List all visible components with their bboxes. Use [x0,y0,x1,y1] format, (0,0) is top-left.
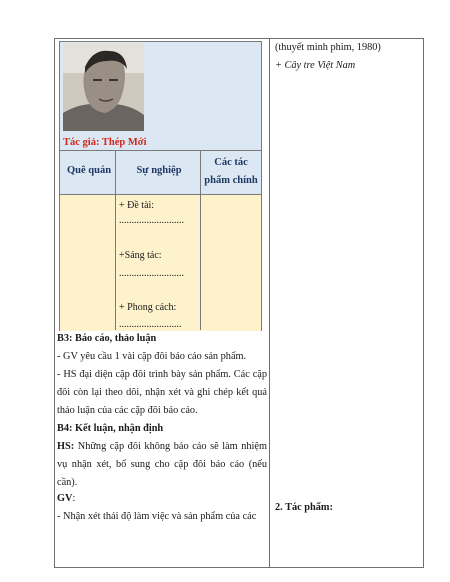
gv-line: - Nhận xét thái độ làm việc và sản phẩm của các [57,511,257,522]
b3-line2: - HS đại diện cặp đôi trình bày sản phẩm. Các cặp đôi còn lại theo dõi, nhận xét và ghi chép kết quả thảo luận của các cặp đôi báo cáo. [57,369,267,416]
header-hometown: Quê quán [66,165,112,176]
section2-heading: 2. Tác phẩm: [275,502,333,513]
career-topic-blank: .......................... [119,215,184,226]
hs-text: Những cặp đôi không báo cáo sẽ làm nhiệm vụ nhận xét, bổ sung cho cặp đôi báo cáo (nếu cần). [57,441,267,488]
career-writing-blank: .......................... [119,268,184,279]
author-photo-cell [60,42,261,150]
header-main-works: Các tác phẩm chính [204,157,258,186]
hs-label: HS: [57,441,75,452]
table-col-divider-2 [200,150,201,330]
hs-paragraph [57,438,267,492]
right-line1: (thuyết minh phim, 1980) [275,42,381,53]
author-portrait [63,43,144,131]
author-caption: Tác giả: Thép Mới [63,137,147,148]
career-writing-label: +Sáng tác: [119,250,162,261]
career-style-blank: ......................... [119,319,182,330]
b3-line1: - GV yêu cầu 1 vài cặp đôi báo cáo sản phẩm. [57,351,247,362]
column-divider [269,38,270,568]
right-column [274,40,420,564]
b3-title: B3: Báo cáo, thảo luận [57,333,157,344]
b4-title: B4: Kết luận, nhận định [57,423,164,434]
header-career: Sự nghiệp [136,165,182,176]
gv-paragraph [57,490,267,508]
info-table-body [60,194,261,331]
author-info-table [59,41,262,331]
info-table-header [60,150,261,195]
right-line2: + Cây tre Việt Nam [275,60,356,71]
gv-colon: : [72,493,76,504]
career-style-label: + Phong cách: [119,302,177,313]
table-col-divider-1 [115,150,116,330]
career-topic-label: + Đề tài: [119,200,155,211]
gv-label: GV [57,493,73,504]
